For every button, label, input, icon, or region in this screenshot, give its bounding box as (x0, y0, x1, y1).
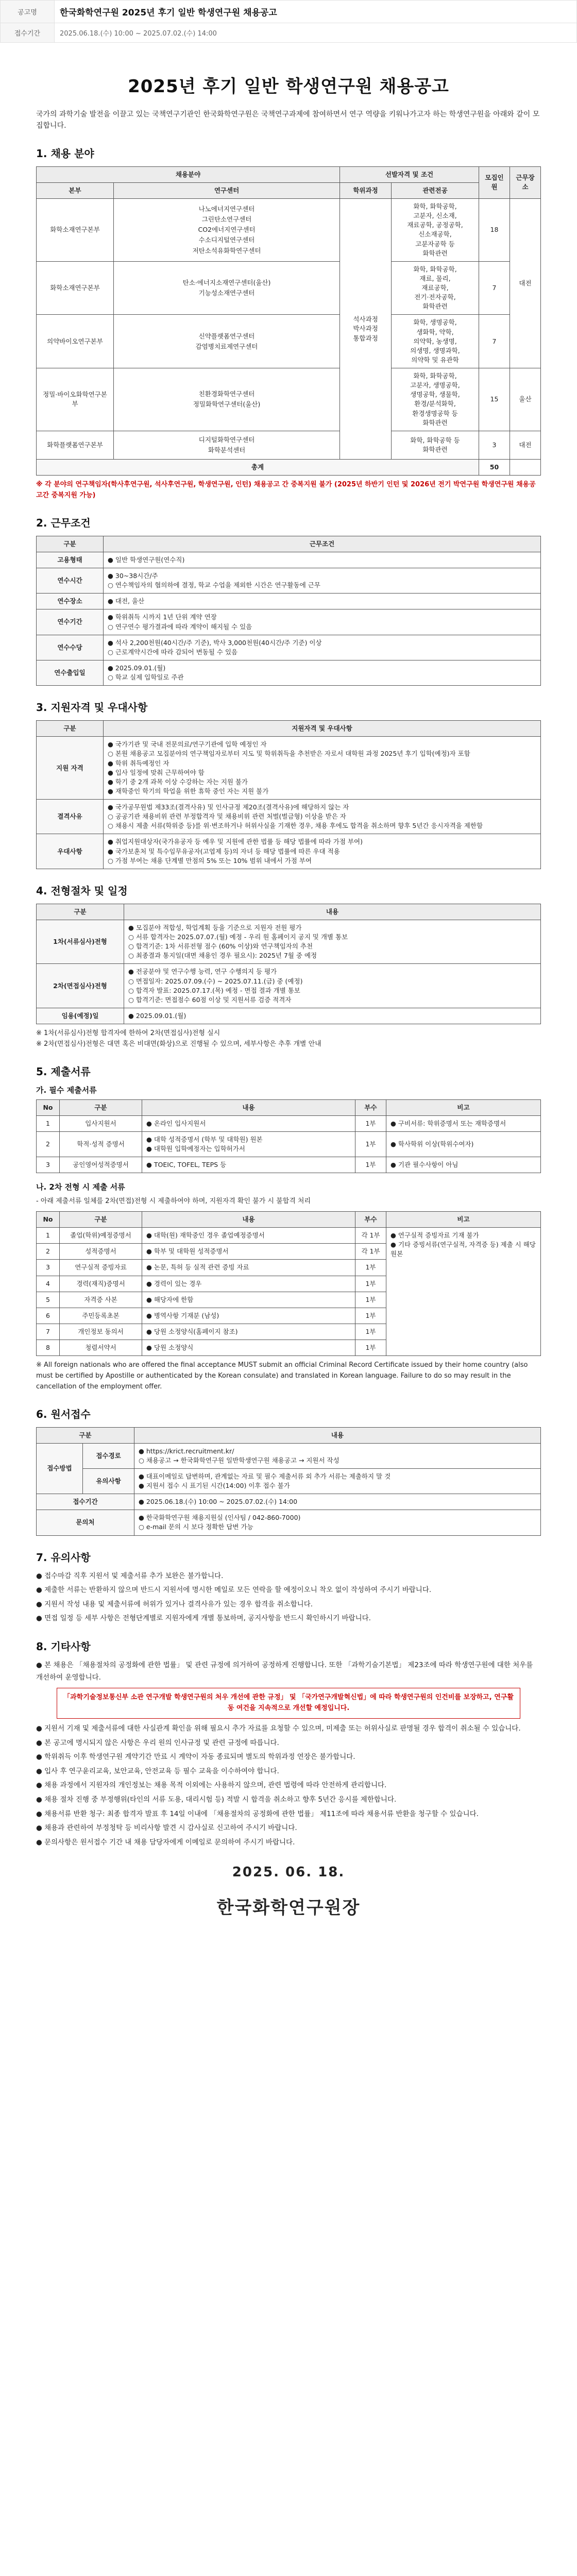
row-value: ● 재학중인 학기의 학업을 위한 휴학 중인 자는 지원 불가 (108, 787, 269, 795)
row-value: ○ 근로계약시간에 따라 감되어 변동될 수 있음 (108, 648, 238, 656)
other-item: ● 문의사항은 원서접수 기간 내 채용 담당자에게 이메일로 문의하여 주시기 바랍니다. (36, 1838, 295, 1846)
application-table (36, 1427, 541, 1536)
th-category: 구분 (37, 536, 104, 552)
th-category: 구분 (37, 721, 104, 737)
row-label: 접수기간 (37, 1494, 134, 1510)
foreign-nationals-note: ※ All foreign nationals who are offered the final acceptance MUST submit an official Criminal Record Certificate issued by their home country (also must be certified by Apostille or authenticated by the Korean consulate) and translated in Korean language. Failure to do so may result in the cancellation of the employment offer. (36, 1361, 528, 1391)
row-value: ● 대전, 울산 (108, 597, 145, 605)
count-cell: 7 (479, 315, 510, 368)
center-name: 정밀화학연구센터(울산) (193, 400, 261, 409)
count-cell: 3 (479, 431, 510, 459)
section-qualifications: 3. 지원자격 및 우대사항 (36, 701, 148, 714)
center-name: 화학분석센터 (208, 446, 246, 454)
cell: 졸업(학위)예정증명서 (60, 1228, 142, 1244)
row-sublabel: 유의사항 (83, 1468, 134, 1494)
row-value: ○ 가점 부여는 채용 단계별 만점의 5% 또는 10% 범위 내에서 가점 부여 (108, 856, 312, 865)
center-name: 디지털화학연구센터 (198, 435, 255, 444)
row-label: 지원 자격 (37, 737, 104, 800)
row-label: 연수출입일 (37, 660, 104, 685)
issuer-name: 한국화학연구원장 (216, 1897, 361, 1918)
degree-cell: 석사과정 박사과정 통합과정 (340, 199, 392, 460)
center-name: 신약플랫폼연구센터 (198, 332, 255, 340)
other-item: ● 채용과 관련하여 부정청탁 등 비리사항 발견 시 감사실로 신고하여 주시기 바랍니다. (36, 1824, 297, 1833)
cell: 3 (37, 1157, 60, 1173)
table-row (37, 1494, 541, 1510)
cell: 1부 (355, 1292, 386, 1308)
table-row (37, 431, 541, 459)
row-label: 임용(예정)일 (37, 1008, 124, 1024)
notice-document (36, 72, 541, 1919)
process-note: ※ 2차(면접심사)전형은 대면 혹은 비대면(화상)으로 진행될 수 있으며, 세부사항은 추후 개별 안내 (36, 1040, 321, 1048)
row-value: ○ 연수책임자의 협의하에 결정, 학교 수업을 제외한 시간은 연구활동에 근무 (108, 581, 320, 589)
precaution-item: ● 면접 일정 등 세부 사항은 전형단계별로 지원자에게 개별 통보하며, 공지사항을 반드시 확인하시기 바랍니다. (36, 1614, 371, 1623)
table-row (37, 1157, 541, 1173)
cell: 학적·성적 증명서 (60, 1131, 142, 1157)
dept-cell: 정밀·바이오화학연구본부 (37, 368, 114, 431)
row-value: ○ 합격기준: 면접점수 60점 이상 및 지원서류 검증 적격자 (128, 995, 292, 1004)
notice-date: 2025. 06. 18. (232, 1864, 345, 1880)
cell: 1부 (355, 1260, 386, 1276)
row-value: ○ 면접일자: 2025.07.09.(수) ~ 2025.07.11.(금) 중 (예정) (128, 977, 303, 985)
cell: 주민등록초본 (60, 1308, 142, 1324)
cell: ● 대학 성적증명서 (학부 및 대학원) 원본 ● 대학원 입학예정자는 입학허가서 (142, 1131, 355, 1157)
th-count: 모집인원 (479, 166, 510, 198)
table-row (37, 920, 541, 964)
row-value: ● 대표이메일로 답변하며, 관계없는 자료 및 필수 제출서류 외 추가 서류는 제출하지 말 것 ● 지원서 접수 시 표기된 시간(14:00) 이후 접수 불가 (134, 1468, 541, 1494)
table-row (37, 261, 541, 315)
title-label: 공고명 (1, 1, 55, 23)
cell: ● 논문, 특허 등 실적 관련 증빙 자료 (142, 1260, 355, 1276)
period-label: 접수기간 (1, 23, 55, 43)
row-label: 2차(면접심사)전형 (37, 964, 124, 1008)
table-row (37, 1443, 541, 1468)
cell: 각 1부 (355, 1244, 386, 1260)
other-item: ● 채용 과정에서 지원자의 개인정보는 채용 목적 이외에는 사용하지 않으며, 관련 법령에 따라 안전하게 관리합니다. (36, 1781, 387, 1790)
other-item: ● 입사 후 연구윤리교육, 보안교육, 안전교육 등 필수 교육을 이수하여야 합니다. (36, 1767, 279, 1775)
center-name: CO2에너지연구센터 (198, 226, 256, 234)
major-cell: 화학, 화학공학, 고분자, 신소재, 재료공학, 공정공학, 신소재공학, 고분자공학 등 화학관련 (392, 199, 479, 262)
other-item: ● 학위취득 이후 학생연구원 계약기간 만료 시 계약이 자동 종료되며 별도의 학위과정 연장은 불가합니다. (36, 1753, 355, 1761)
intro-text: 국가의 과학기술 발전을 이끌고 있는 국책연구기관인 한국화학연구원은 국책연구과제에 참여하면서 연구 역량을 키워나가고자 하는 학생연구원을 아래와 같이 모집합니다. (36, 110, 540, 130)
process-table (36, 904, 541, 1024)
cell: ● 병역사항 기재분 (남성) (142, 1308, 355, 1324)
row-value: ● 학기 중 2개 과목 이상 수강하는 자는 지원 불가 (108, 777, 248, 786)
cell: 자격증 사본 (60, 1292, 142, 1308)
major-cell: 화학, 생명공학, 생화학, 약학, 의약학, 농생명, 의생명, 생명과학, 의약학 및 유관학 (392, 315, 479, 368)
dept-cell: 의약바이오연구본부 (37, 315, 114, 368)
document-title: 2025년 후기 일반 학생연구원 채용공고 (128, 76, 449, 97)
center-name: 감염병치료제연구센터 (195, 342, 258, 350)
table-row (37, 568, 541, 594)
cell: ● 학부 및 대학원 성적증명서 (142, 1244, 355, 1260)
table-row (37, 552, 541, 568)
row-value: ○ 채용시 제출 서류(학위증 등)를 위·변조하거나 허위사실을 기재한 경우, 채용 후에도 합격을 취소하며 향후 5년간 응시자격을 제한함 (108, 822, 483, 830)
cell: 2 (37, 1244, 60, 1260)
dept-cell: 화학소재연구본부 (37, 199, 114, 262)
th-conditions: 선발자격 및 조건 (340, 166, 479, 182)
row-value: ○ 합격기준: 1차 서류전형 점수 (60% 이상)와 연구책임자의 추천 (128, 942, 313, 951)
th-copies: 부수 (355, 1212, 386, 1228)
total-label: 총계 (37, 460, 479, 476)
cell: ● 온라인 입사지원서 (142, 1115, 355, 1131)
cell: 1부 (355, 1157, 386, 1173)
cell: 성적증명서 (60, 1244, 142, 1260)
th-field: 채용분야 (37, 166, 340, 182)
row-value: ● 2025.09.01.(월) (108, 664, 166, 672)
cell: 5 (37, 1292, 60, 1308)
row-label: 고용형태 (37, 552, 104, 568)
cell: ● 당원 소정양식(홈페이지 참조) (142, 1324, 355, 1340)
other-item: ● 채용서류 반환 청구: 최종 합격자 발표 후 14일 이내에 「채용절차의 공정화에 관한 법률」 제11조에 따라 채용서류 반환을 청구할 수 있습니다. (36, 1809, 479, 1818)
table-row (37, 609, 541, 635)
major-cell: 화학, 화학공학, 재료, 물리, 재료공학, 전기·전자공학, 화학관련 (392, 261, 479, 315)
center-name: 탄소·에너지소재연구센터(울산) (182, 278, 271, 286)
conditions-table (36, 536, 541, 686)
th-content: 내용 (142, 1099, 355, 1115)
qualifications-table (36, 720, 541, 869)
th-center: 연구센터 (114, 182, 340, 198)
row-value: ● 취업지원대상자(국가유공자 등 예우 및 지원에 관한 법률 등 해당 법률에 따라 가점 부여) (108, 838, 363, 846)
total-row (37, 460, 541, 476)
table-row (37, 1510, 541, 1535)
row-value: ● 2025.06.18.(수) 10:00 ~ 2025.07.02.(수) 14:00 (134, 1494, 541, 1510)
count-cell: 18 (479, 199, 510, 262)
row-label: 연수장소 (37, 594, 104, 609)
th-content: 내용 (142, 1212, 355, 1228)
row-value: ○ 공공기관 채용비위 관련 부정합격자 및 채용비위 관련 처벌(벌금형) 이상을 받은 자 (108, 812, 346, 821)
row-value: ● 국가기관 및 국내 전문의료/연구기관에 입학 예정인 자 (108, 740, 267, 749)
row-value: ○ 최종결과 통지일(대면 채용인 경우 필요시): 2025년 7월 중 예정 (128, 952, 317, 960)
cell: 입사지원서 (60, 1115, 142, 1131)
cell: ● 대학(원) 재학중인 경우 졸업예정증명서 (142, 1228, 355, 1244)
th-copies: 부수 (355, 1099, 386, 1115)
cell: ● 해당자에 한함 (142, 1292, 355, 1308)
section-selection-process: 4. 전형절차 및 일정 (36, 884, 128, 897)
cell: 공인영어성적증명서 (60, 1157, 142, 1173)
row-value: ○ 학교 실제 입학일로 주관 (108, 673, 184, 681)
center-name: 나노에너지연구센터 (198, 205, 255, 213)
section-precautions: 7. 유의사항 (36, 1551, 91, 1564)
row-value: ● 국가공무원법 제33조(결격사유) 및 인사규정 제20조(결격사유)에 해당하지 않는 자 (108, 803, 349, 811)
second-stage-docs-heading: 나. 2차 전형 시 제출 서류 (36, 1182, 125, 1192)
table-row (37, 964, 541, 1008)
row-label: 1차(서류심사)전형 (37, 920, 124, 964)
table-row (37, 635, 541, 660)
cell: ● 연구실적 증빙자료 기재 불가 ● 기타 증빙서류(연구실적, 자격증 등) 제출 시 해당 원본 (386, 1228, 541, 1356)
th-degree: 학위과정 (340, 182, 392, 198)
row-value: ● 모집분야 적합성, 학업계획 등을 기준으로 지원자 전원 평가 (128, 923, 302, 931)
table-row (37, 368, 541, 431)
location-cell: 대전 (510, 199, 541, 368)
row-label: 결격사유 (37, 800, 104, 834)
cell: ● 구비서류: 학위증명서 또는 재학증명서 (386, 1115, 541, 1131)
cell: 8 (37, 1340, 60, 1356)
row-value: ○ 연구연수 평가결과에 따라 계약이 해지될 수 있음 (108, 622, 252, 631)
cell: 1부 (355, 1276, 386, 1292)
th-category: 구분 (37, 1427, 134, 1443)
duplicate-apply-note: ※ 각 분야의 연구책임자(학사후연구원, 석사후연구원, 학생연구원, 인턴) 채용공고 간 중복지원 불가 (2025년 하반기 인턴 및 2026년 전기 박연구원 학생연구원 채용공고간 중복지원 가능) (36, 481, 536, 499)
th-content: 내용 (134, 1427, 541, 1443)
cell: ● 기관 필수사항이 아님 (386, 1157, 541, 1173)
major-cell: 화학, 화학공학 등 화학관련 (392, 431, 479, 459)
major-cell: 화학, 화학공학, 고분자, 생명공학, 생명공학, 생물학, 환경/분석화학, 환경생명공학 등 화학관련 (392, 368, 479, 431)
row-value: ● 전공분야 및 연구수행 능력, 연구 수행의지 등 평가 (128, 968, 277, 976)
center-name: 친환경화학연구센터 (198, 390, 255, 398)
th-no: No (37, 1099, 60, 1115)
recruitment-table (36, 166, 541, 476)
center-name: 수소디지털연구센터 (198, 236, 255, 244)
section-documents: 5. 제출서류 (36, 1065, 91, 1078)
cell: 2 (37, 1131, 60, 1157)
table-row (37, 1115, 541, 1131)
other-item: ● 본 채용은 「채용절차의 공정화에 관한 법률」 및 관련 규정에 의거하여 공정하게 진행합니다. 또한 「과학기술기본법」 제23조에 따라 학생연구원에 대한 처우를 개선하여 운영합니다. (36, 1661, 533, 1682)
total-count: 50 (479, 460, 510, 476)
row-value: ● 학위취득 시까지 1년 단위 계약 연장 (108, 613, 217, 621)
section-recruitment-fields: 1. 채용 분야 (36, 147, 94, 160)
location-cell: 대전 (510, 431, 541, 459)
second-stage-docs-table (36, 1211, 541, 1356)
row-label: 연수수당 (37, 635, 104, 660)
table-row (37, 1228, 541, 1244)
row-sublabel: 접수경로 (83, 1443, 134, 1468)
cell: 1부 (355, 1340, 386, 1356)
cell: 경력(재직)증명서 (60, 1276, 142, 1292)
precaution-item: ● 접수마감 직후 지원서 및 제출서류 추가 보완은 불가합니다. (36, 1571, 224, 1580)
dept-cell: 화학소재연구본부 (37, 261, 114, 315)
section-work-conditions: 2. 근무조건 (36, 516, 91, 529)
cell: 개인정보 동의서 (60, 1324, 142, 1340)
table-row (37, 1008, 541, 1024)
notice-meta (0, 0, 577, 43)
table-row (37, 199, 541, 262)
other-item: ● 본 공고에 명시되지 않은 사항은 우리 원의 인사규정 및 관련 규정에 따릅니다. (36, 1738, 279, 1747)
table-row (37, 315, 541, 368)
cell: 4 (37, 1276, 60, 1292)
th-content: 내용 (124, 904, 541, 920)
table-row (37, 834, 541, 869)
th-dept: 본부 (37, 182, 114, 198)
row-value: ○ 본원 채용공고 모집분야의 연구책임자로부터 지도 및 학위취득을 추천받은 자로서 대학원 과정 2025년 후기 입학(예정)자 포함 (108, 750, 470, 758)
cell: ● TOEIC, TOFEL, TEPS 등 (142, 1157, 355, 1173)
dept-cell: 화학플랫폼연구본부 (37, 431, 114, 459)
second-stage-docs-note: - 아래 제출서류 일체를 2차(면접)전형 시 제출하여야 하며, 지원자격 확인 불가 시 불합격 처리 (36, 1197, 311, 1206)
row-label: 접수방법 (37, 1443, 83, 1494)
row-value: ● 2025.09.01.(월) (128, 1011, 186, 1020)
cell: 연구실적 증빙자료 (60, 1260, 142, 1276)
th-remark: 비고 (386, 1099, 541, 1115)
row-value: ● 한국화학연구원 채용지원실 (인사팀 / 042-860-7000) ○ e-mail 문의 시 보다 정확한 답변 가능 (134, 1510, 541, 1535)
center-name: 그린탄소연구센터 (201, 215, 252, 224)
notice-period: 2025.06.18.(수) 10:00 ~ 2025.07.02.(수) 14:00 (55, 23, 577, 43)
cell: 7 (37, 1324, 60, 1340)
cell: 1부 (355, 1308, 386, 1324)
table-row (37, 594, 541, 609)
cell: 1 (37, 1228, 60, 1244)
row-value: ○ 서류 합격자는 2025.07.07.(월) 예정 - 우리 원 홈페이지 공지 및 개별 통보 (128, 933, 348, 941)
row-value: ● 학위 취득예정인 자 (108, 759, 169, 767)
th-type: 구분 (60, 1099, 142, 1115)
section-application: 6. 원서접수 (36, 1408, 91, 1420)
precaution-item: ● 지원서 작성 내용 및 제출서류에 허위가 있거나 결격사유가 있는 경우 합격을 취소합니다. (36, 1600, 313, 1608)
row-value: ● 일반 학생연구원(연수직) (108, 555, 185, 564)
th-major: 관련전공 (392, 182, 479, 198)
center-name: 저탄소석유화학연구센터 (192, 246, 261, 255)
th-location: 근무장소 (510, 166, 541, 198)
row-value: ● 입사 일정에 맞춰 근무하여야 함 (108, 768, 205, 776)
cell: 6 (37, 1308, 60, 1324)
cell: ● 당원 소정양식 (142, 1340, 355, 1356)
row-value: ● 30~38시간/주 (108, 572, 158, 580)
notice-title: 한국화학연구원 2025년 후기 일반 학생연구원 채용공고 (55, 1, 577, 23)
location-cell: 울산 (510, 368, 541, 431)
count-cell: 15 (479, 368, 510, 431)
row-value: ● 석사 2,200천원(40시간/주 기준), 박사 3,000천원(40시간/주 기준) 이상 (108, 638, 322, 647)
row-label: 문의처 (37, 1510, 134, 1535)
table-row (37, 660, 541, 685)
th-category: 구분 (37, 904, 124, 920)
section-other: 8. 기타사항 (36, 1640, 91, 1653)
th-condition: 근무조건 (104, 536, 541, 552)
row-label: 우대사항 (37, 834, 104, 869)
table-row (37, 737, 541, 800)
treatment-notice-box: 「과학기술정보통신부 소관 연구개발 학생연구원의 처우 개선에 관한 규정」 및 「국가연구개발혁신법」에 따라 학생연구원의 인건비를 보장하고, 연구활동 여건을 지속적으로 개선할 예정입니다. (57, 1688, 520, 1719)
table-row (37, 1468, 541, 1494)
cell: 각 1부 (355, 1228, 386, 1244)
row-value: ○ 합격자 발표: 2025.07.17.(목) 예정 - 면접 결과 개별 통보 (128, 986, 300, 994)
cell: ● 경력이 있는 경우 (142, 1276, 355, 1292)
th-qualification: 지원자격 및 우대사항 (104, 721, 541, 737)
process-note: ※ 1차(서류심사)전형 합격자에 한하여 2차(면접심사)전형 실시 (36, 1029, 220, 1037)
cell: 1부 (355, 1324, 386, 1340)
cell: 1부 (355, 1131, 386, 1157)
th-remark: 비고 (386, 1212, 541, 1228)
cell: 3 (37, 1260, 60, 1276)
th-no: No (37, 1212, 60, 1228)
table-row (37, 1131, 541, 1157)
other-item: ● 채용 절차 진행 중 부정행위(타인의 서류 도용, 대리시험 등) 적발 시 합격을 취소하고 향후 5년간 응시를 제한합니다. (36, 1795, 397, 1804)
other-item: ● 지원서 기재 및 제출서류에 대한 사실관계 확인을 위해 필요시 추가 자료를 요청할 수 있으며, 미제출 또는 허위사실로 판명될 경우 합격이 취소될 수 있습니다. (36, 1724, 521, 1733)
row-label: 연수기간 (37, 609, 104, 635)
table-row (37, 800, 541, 834)
row-value: ● 국가보훈처 및 특수임무유공자(고엽제 등)의 자녀 등 해당 법률에 따른 우대 적용 (108, 847, 340, 855)
th-type: 구분 (60, 1212, 142, 1228)
row-label: 연수시간 (37, 568, 104, 594)
cell: ● 학사학위 이상(학위수여자) (386, 1131, 541, 1157)
cell: 1 (37, 1115, 60, 1131)
center-name: 기능성소재연구센터 (198, 289, 255, 297)
cell: 1부 (355, 1115, 386, 1131)
required-docs-table (36, 1099, 541, 1174)
required-docs-heading: 가. 필수 제출서류 (36, 1085, 97, 1095)
cell: 청렴서약서 (60, 1340, 142, 1356)
application-link[interactable]: ● https://krict.recruitment.kr/ ○ 채용공고 → 한국화학연구원 일반학생연구원 채용공고 → 지원서 작성 (134, 1443, 541, 1468)
count-cell: 7 (479, 261, 510, 315)
precaution-item: ● 제출한 서류는 반환하지 않으며 반드시 지원서에 명시한 메일로 모든 연락을 할 예정이오니 착오 없이 작성하여 주시기 바랍니다. (36, 1586, 432, 1595)
